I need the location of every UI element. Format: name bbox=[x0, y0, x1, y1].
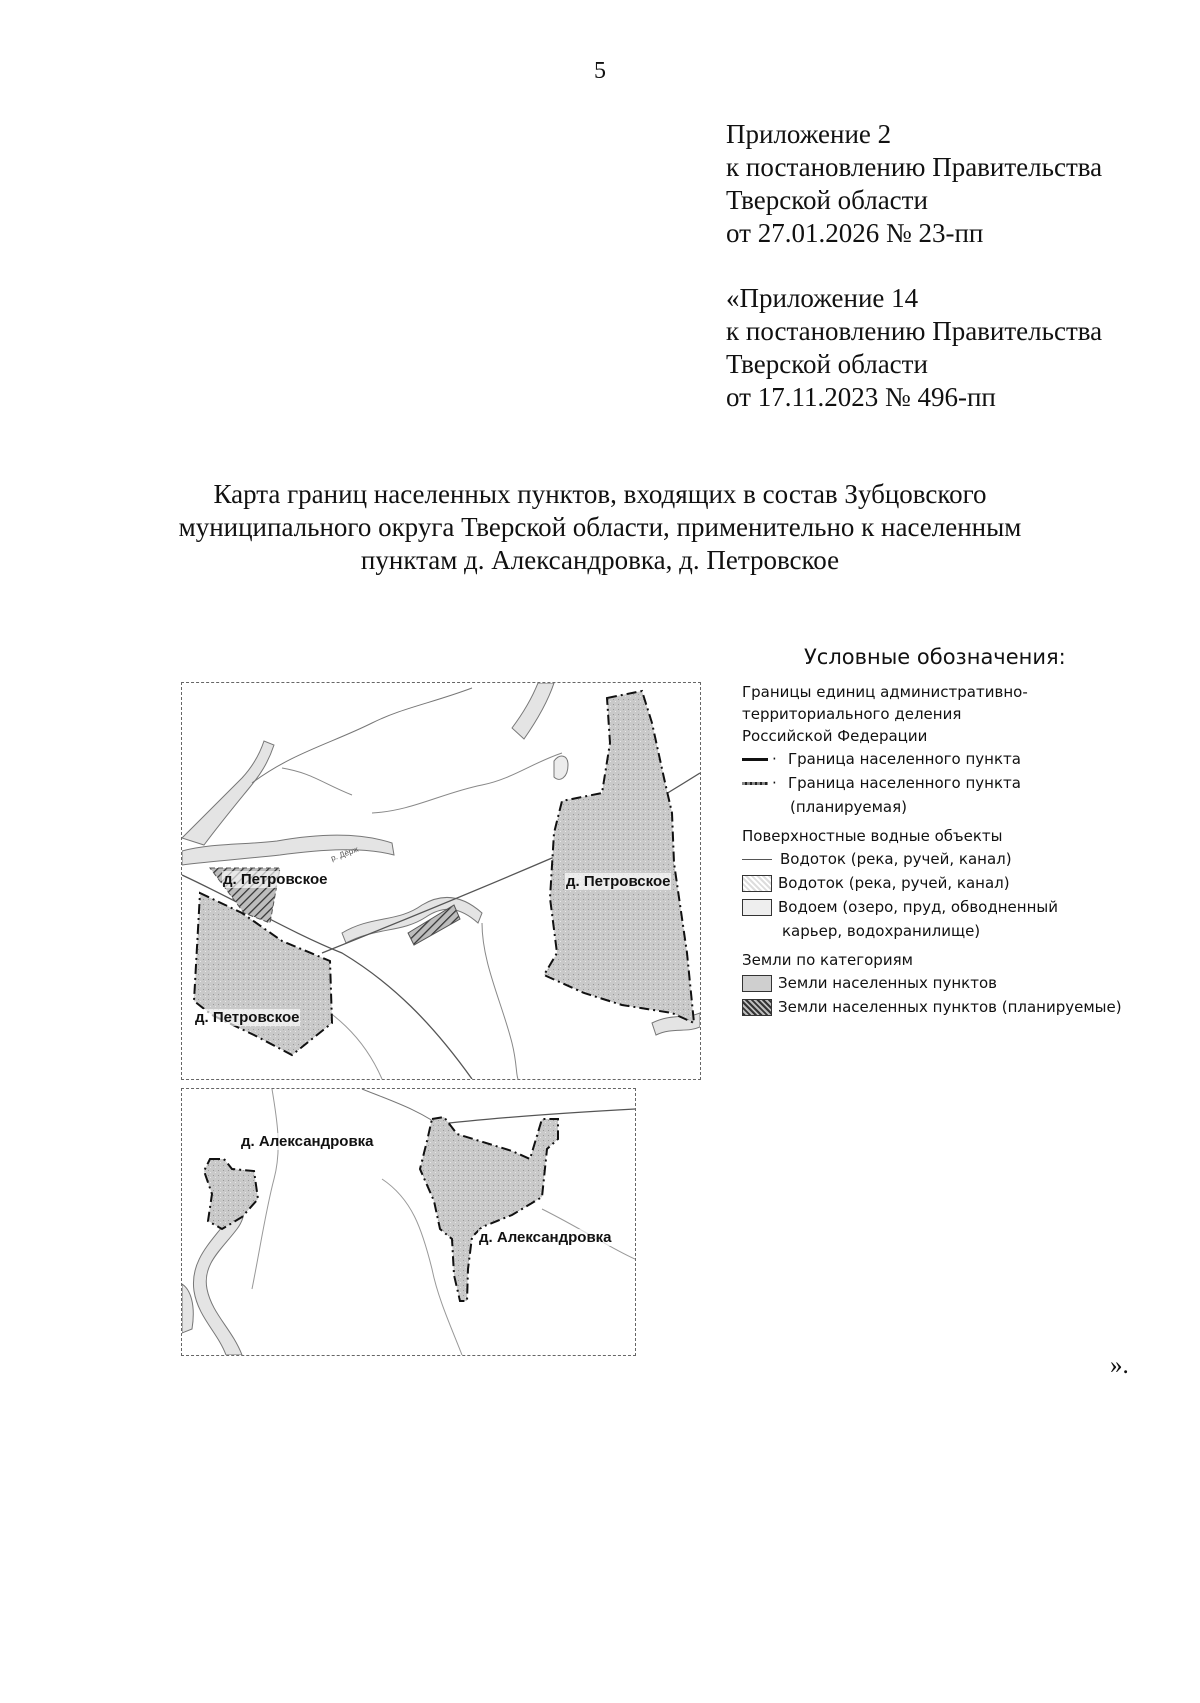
settlement-area bbox=[420, 1117, 558, 1301]
document-title bbox=[150, 478, 1050, 577]
river-label: р. Дёрж bbox=[329, 844, 360, 863]
legend-text: (планируемая) bbox=[790, 798, 908, 816]
title-line: пунктам д. Александровка, д. Петровское bbox=[360, 545, 840, 575]
legend-text: карьер, водохранилище) bbox=[782, 922, 981, 940]
legend-group-line: территориального деления bbox=[742, 705, 962, 723]
legend-group-line: Российской Федерации bbox=[742, 727, 928, 745]
attachment-line: от 27.01.2026 № 23-пп bbox=[726, 218, 984, 248]
legend-text: Водоем (озеро, пруд, обводненный bbox=[778, 898, 1058, 916]
road bbox=[432, 1109, 635, 1125]
attachment-line: Тверской области bbox=[726, 185, 928, 215]
legend-title: Условные обозначения: bbox=[804, 645, 1066, 669]
legend-item-boundary-planned-cont bbox=[742, 795, 1142, 819]
legend-item-settlement-land bbox=[742, 971, 1142, 995]
legend-text: Граница населенного пункта bbox=[788, 774, 1021, 792]
attachment-line: Тверской области bbox=[726, 349, 928, 379]
attachment-header-amended bbox=[726, 282, 1102, 414]
watercourse-line bbox=[482, 923, 518, 1079]
attachment-line: «Приложение 14 bbox=[726, 283, 919, 313]
title-line: муниципального округа Тверской области, применительно к населенным bbox=[178, 512, 1022, 542]
legend-item-boundary bbox=[742, 747, 1142, 771]
boundary-line-symbol bbox=[742, 751, 768, 767]
map-aleksandrovka-drawing bbox=[182, 1089, 635, 1355]
dot-symbol: · bbox=[772, 750, 777, 768]
map-label-aleksandrovka-e: д. Александровка bbox=[479, 1229, 612, 1246]
attachment-line: к постановлению Правительства bbox=[726, 316, 1103, 346]
river-area bbox=[512, 683, 554, 739]
legend-group-land: Земли по категориям bbox=[742, 951, 913, 969]
river-area bbox=[182, 835, 394, 865]
settlement-land-symbol bbox=[742, 975, 772, 992]
legend-group-water: Поверхностные водные объекты bbox=[742, 827, 1003, 845]
legend-item-reservoir-cont bbox=[742, 919, 1142, 943]
watercourse-area-symbol bbox=[742, 875, 772, 892]
page-number: 5 bbox=[594, 58, 606, 84]
attachment-line: Приложение 2 bbox=[726, 119, 892, 149]
legend-item-watercourse-area bbox=[742, 871, 1142, 895]
watercourse-line-symbol bbox=[742, 851, 774, 867]
closing-quote: ». bbox=[1110, 1352, 1129, 1379]
watercourse-line bbox=[372, 753, 562, 813]
legend-item-watercourse-line bbox=[742, 847, 1142, 871]
boundary-planned-line-symbol bbox=[742, 775, 768, 791]
reservoir bbox=[554, 756, 568, 779]
dot-symbol: · bbox=[772, 774, 777, 792]
map-aleksandrovka bbox=[181, 1088, 636, 1356]
river-area bbox=[182, 741, 274, 845]
legend-item-boundary-planned bbox=[742, 771, 1142, 795]
legend-text: Водоток (река, ручей, канал) bbox=[780, 850, 1012, 868]
legend-text: Водоток (река, ручей, канал) bbox=[778, 874, 1010, 892]
legend-text: Земли населенных пунктов bbox=[778, 974, 997, 992]
map-petrovskoe bbox=[181, 682, 701, 1080]
settlement-area bbox=[204, 1159, 258, 1229]
map-label-aleksandrovka-w: д. Александровка bbox=[241, 1133, 374, 1150]
settlement-area bbox=[544, 691, 694, 1023]
legend-item-reservoir bbox=[742, 895, 1142, 919]
title-line: Карта границ населенных пунктов, входящих в состав Зубцовского bbox=[213, 479, 987, 509]
map-label-petrovskoe-nw: д. Петровское bbox=[223, 871, 328, 888]
legend-group-line: Границы единиц административно- bbox=[742, 683, 1028, 701]
map-label-petrovskoe-e: д. Петровское bbox=[566, 873, 671, 890]
river-area bbox=[182, 1284, 193, 1333]
legend-text: Земли населенных пунктов (планируемые) bbox=[778, 998, 1122, 1016]
attachment-line: к постановлению Правительства bbox=[726, 152, 1103, 182]
map-legend bbox=[742, 645, 1142, 1019]
watercourse-line bbox=[282, 768, 352, 795]
map-label-petrovskoe-sw: д. Петровское bbox=[195, 1009, 300, 1026]
legend-group-admin bbox=[742, 681, 1142, 747]
settlement-land-planned-symbol bbox=[742, 999, 772, 1016]
legend-text: Граница населенного пункта bbox=[788, 750, 1021, 768]
attachment-line: от 17.11.2023 № 496-пп bbox=[726, 382, 996, 412]
reservoir-symbol bbox=[742, 899, 772, 916]
legend-item-settlement-land-planned bbox=[742, 995, 1142, 1019]
attachment-header-current bbox=[726, 118, 1102, 250]
